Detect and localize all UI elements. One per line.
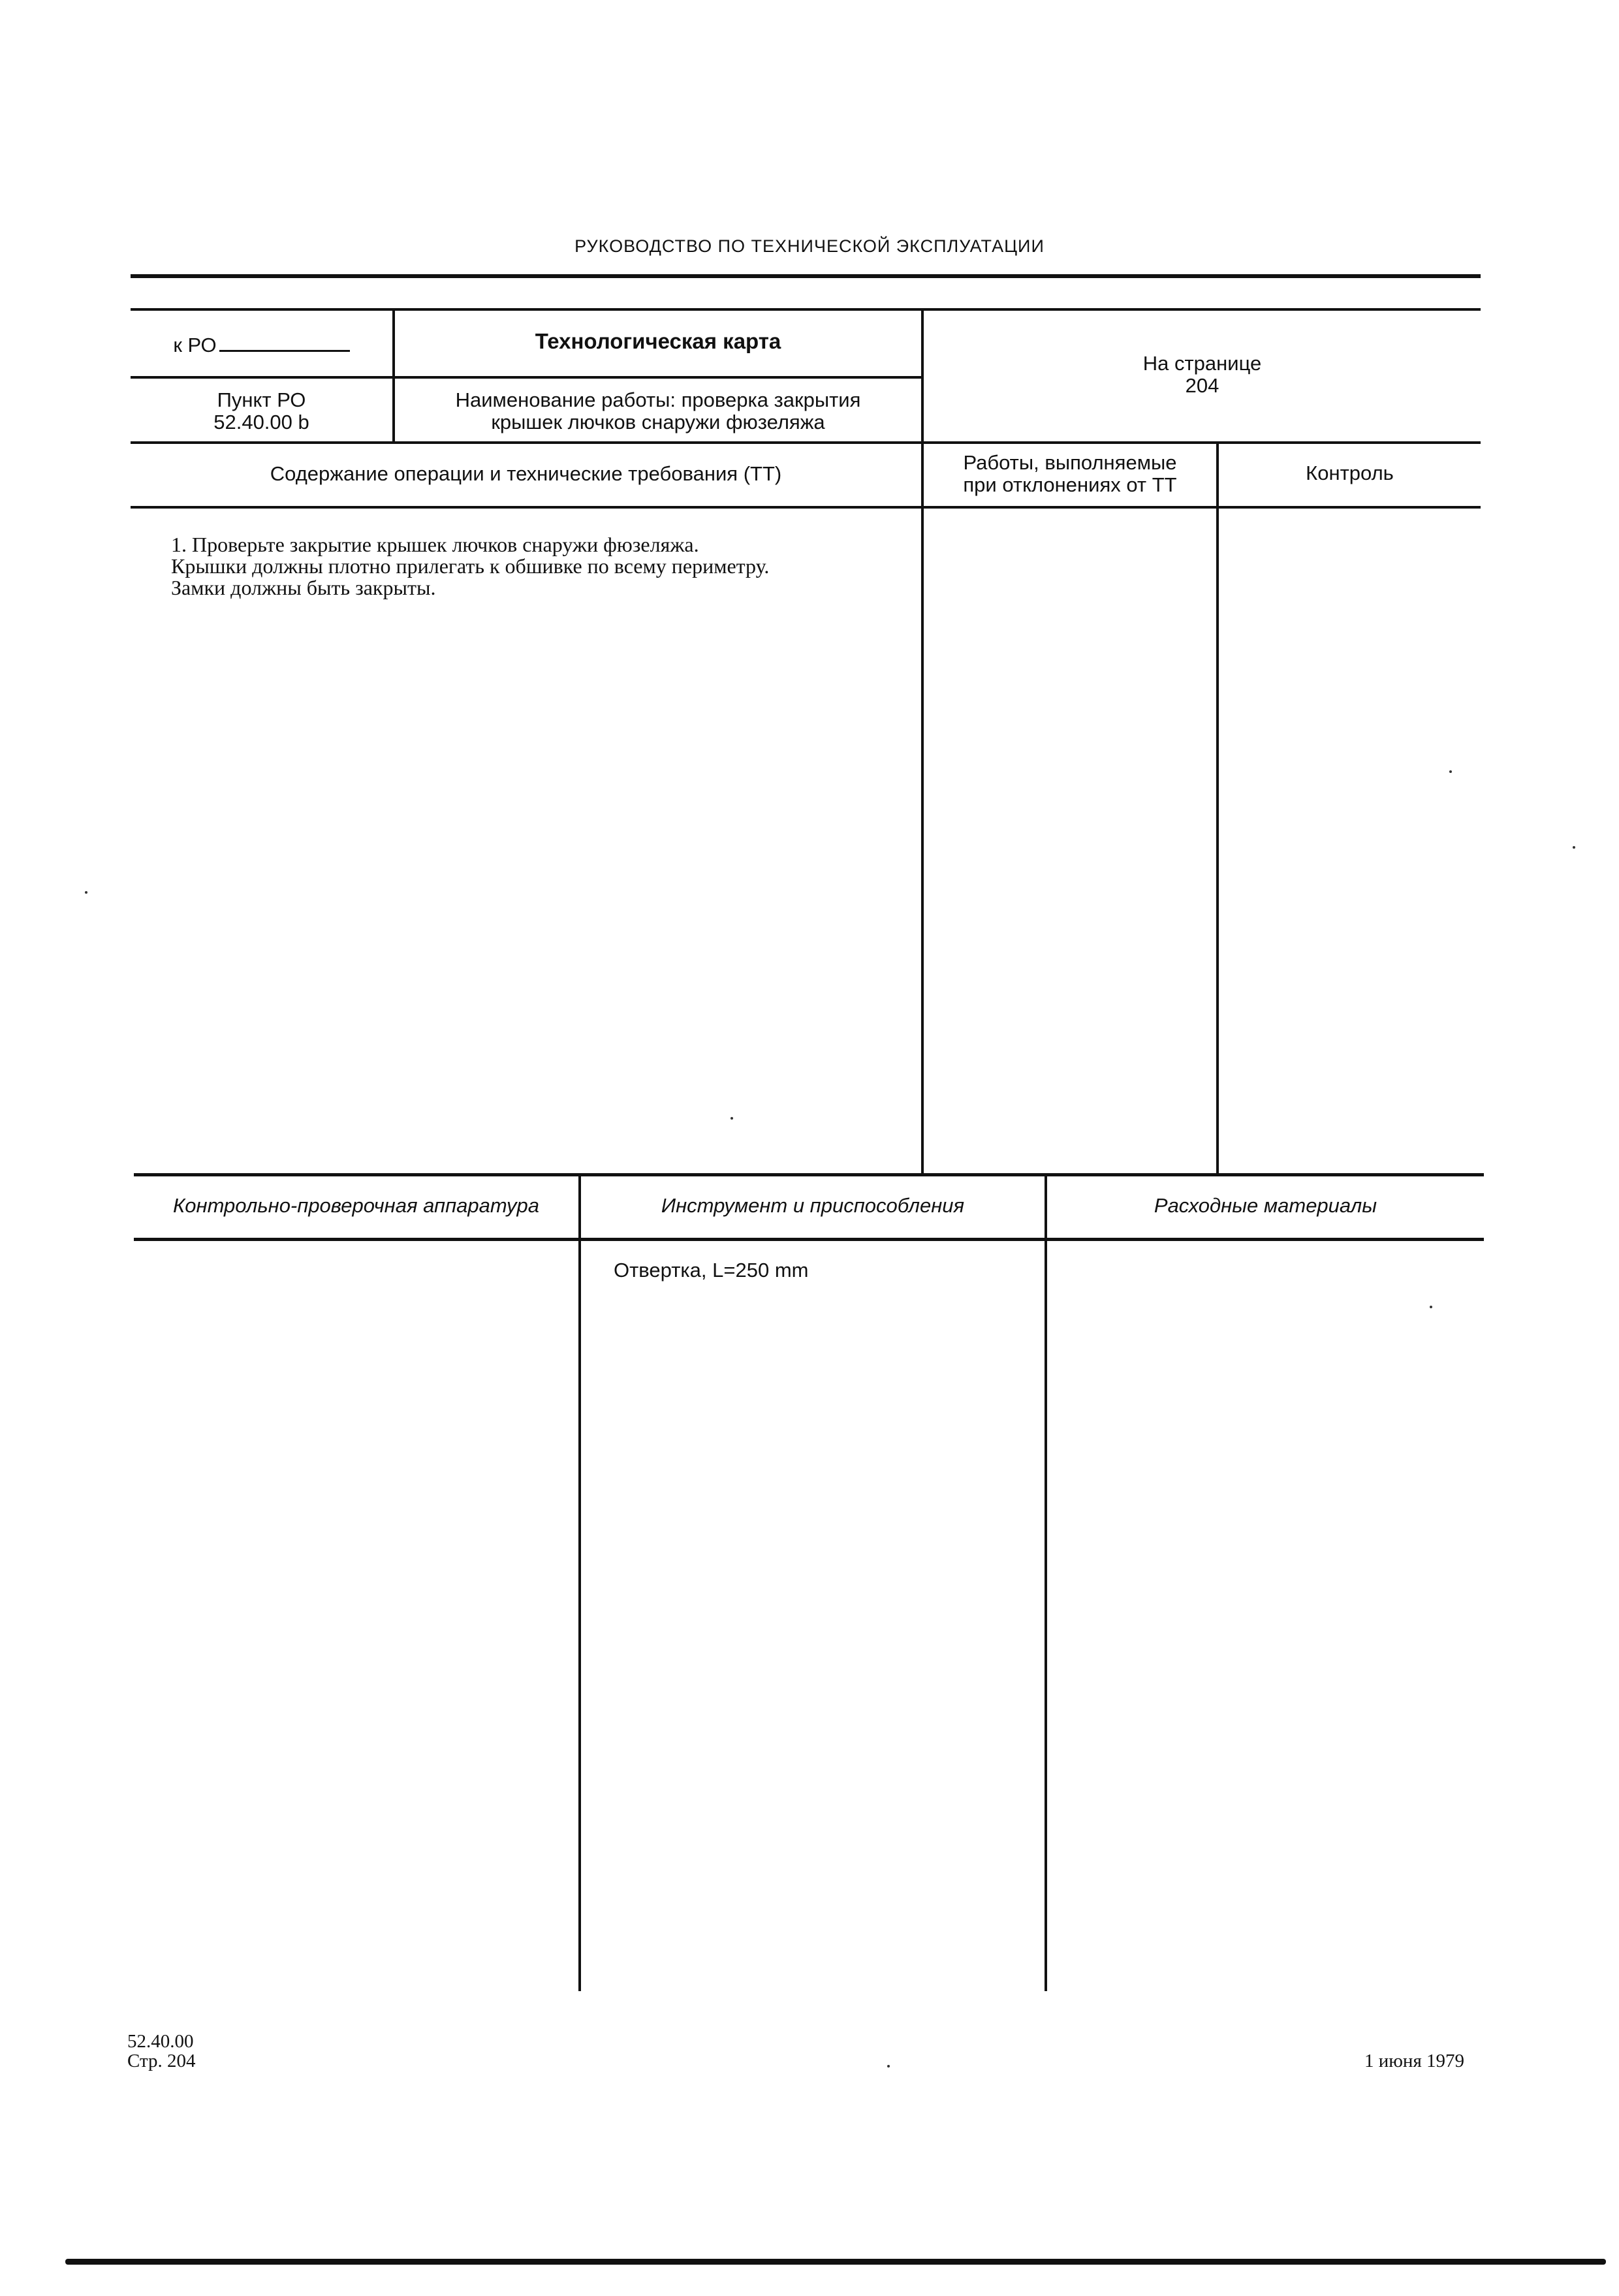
equipment-header-bottom-border (134, 1238, 1484, 1241)
ops-divider-1 (921, 443, 924, 1174)
equipment-divider-1 (578, 1175, 581, 1991)
col-header-content: Содержание операции и технические требования (ТТ) (270, 462, 782, 485)
col-header-deviation-line-1: Работы, выполняемые (963, 451, 1177, 474)
scan-speck (1449, 770, 1452, 773)
footer-section-number: 52.40.00 (127, 2031, 194, 2052)
running-head-rule (131, 274, 1481, 278)
operation-line-3: Замки должны быть закрыты. (171, 576, 436, 599)
work-name-line-2: крышек лючков снаружи фюзеляжа (491, 411, 825, 433)
work-name (395, 389, 921, 433)
tool-item: Отвертка, L=250 mm (614, 1259, 809, 1282)
col-header-test-equipment: Контрольно-проверочная аппаратура (173, 1194, 539, 1217)
footer-date: 1 июня 1979 (1364, 2051, 1465, 2071)
scan-speck (887, 2065, 890, 2068)
col-header-tools: Инструмент и приспособления (661, 1194, 965, 1217)
col-header-deviation-line-2: при отклонениях от ТТ (963, 473, 1177, 496)
work-name-line-1: Наименование работы: проверка закрытия (455, 388, 861, 411)
punkt-ro (131, 389, 392, 433)
operation-content (171, 534, 769, 599)
on-page (924, 353, 1481, 397)
on-page-label: На странице (1142, 352, 1262, 375)
footer-left (127, 2032, 196, 2071)
k-ro-field (131, 333, 392, 356)
scan-bottom-edge (65, 2259, 1606, 2265)
header-table-mid-border (131, 376, 922, 379)
header-table-bottom-border (131, 441, 1481, 444)
scan-speck (1430, 1306, 1432, 1308)
operation-line-1: 1. Проверьте закрытие крышек лючков снаружи фюзеляжа. (171, 533, 699, 556)
equipment-top-border (134, 1173, 1484, 1176)
footer-page-label: Стр. 204 (127, 2051, 196, 2071)
ops-divider-2 (1216, 443, 1219, 1174)
equipment-divider-2 (1045, 1175, 1047, 1991)
scan-speck (85, 891, 87, 894)
scan-speck (1573, 846, 1575, 849)
running-head: РУКОВОДСТВО ПО ТЕХНИЧЕСКОЙ ЭКСПЛУАТАЦИИ (574, 236, 1045, 256)
on-page-number: 204 (1185, 374, 1219, 397)
k-ro-blank (219, 333, 350, 352)
scan-speck (731, 1117, 733, 1120)
punkt-label: Пункт РО (217, 388, 306, 411)
col-header-deviation-works (924, 452, 1216, 496)
card-title: Технологическая карта (535, 329, 781, 353)
punkt-number: 52.40.00 b (213, 411, 309, 433)
col-header-control: Контроль (1306, 462, 1394, 484)
header-table-top-border (131, 308, 1481, 311)
ops-header-bottom-border (131, 506, 1481, 509)
col-header-consumables: Расходные материалы (1154, 1194, 1377, 1217)
k-ro-label: к РО (173, 334, 217, 356)
operation-line-2: Крышки должны плотно прилегать к обшивке по всему периметру. (171, 554, 770, 578)
tools-list (614, 1259, 808, 1282)
